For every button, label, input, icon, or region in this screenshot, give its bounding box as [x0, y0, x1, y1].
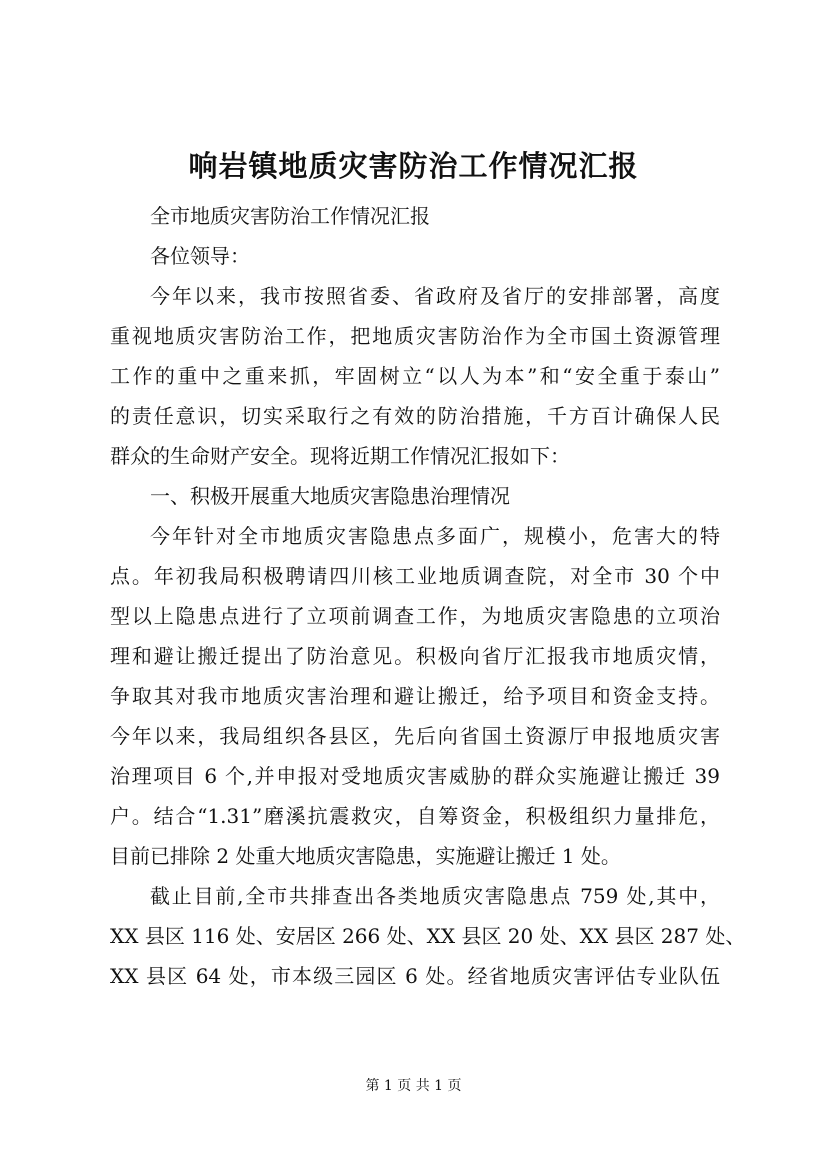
paragraph-line: 群众的生命财产安全。现将近期工作情况汇报如下：	[110, 444, 570, 468]
paragraph-line: XX 县区 64 处，市本级三园区 6 处。经省地质灾害评估专业队伍	[110, 964, 720, 988]
document-title: 响岩镇地质灾害防治工作情况汇报	[188, 149, 639, 183]
paragraph-line: 点。年初我局积极聘请四川核工业地质调查院，对全市 30 个中	[110, 564, 720, 588]
paragraph-line: 治理项目 6 个,并申报对受地质灾害威胁的群众实施避让搬迁 39	[110, 764, 720, 788]
paragraph-line: 争取其对我市地质灾害治理和避让搬迁，给予项目和资金支持。	[110, 684, 720, 708]
paragraph-line: 今年以来，我市按照省委、省政府及省厅的安排部署，高度	[150, 284, 720, 308]
subtitle-line: 全市地质灾害防治工作情况汇报	[150, 204, 430, 228]
paragraph-line: XX 县区 116 处、安居区 266 处、XX 县区 20 处、XX 县区 287 处、	[110, 924, 746, 948]
paragraph-line: 理和避让搬迁提出了防治意见。积极向省厅汇报我市地质灾情，	[110, 644, 720, 668]
paragraph-line: 工作的重中之重来抓，牢固树立“以人为本”和“安全重于泰山”	[110, 364, 720, 388]
paragraph-line: 今年以来，我局组织各县区，先后向省国土资源厅申报地质灾害	[110, 724, 720, 748]
page-footer: 第 1 页 共 1 页	[365, 1078, 462, 1094]
paragraph-line: 的责任意识，切实采取行之有效的防治措施，千方百计确保人民	[110, 404, 720, 428]
paragraph-line: 重视地质灾害防治工作，把地质灾害防治作为全市国土资源管理	[110, 324, 720, 348]
paragraph-line: 目前已排除 2 处重大地质灾害隐患，实施避让搬迁 1 处。	[110, 844, 621, 868]
document-body	[110, 196, 746, 996]
paragraph-line: 截止目前,全市共排查出各类地质灾害隐患点 759 处,其中，	[150, 884, 720, 908]
paragraph-line: 今年针对全市地质灾害隐患点多面广，规模小，危害大的特	[150, 524, 720, 548]
paragraph-line: 户。结合“1.31”磨溪抗震救灾，自筹资金，积极组织力量排危，	[110, 804, 720, 828]
salutation-line: 各位领导：	[150, 244, 250, 268]
section-heading: 一、积极开展重大地质灾害隐患治理情况	[150, 484, 510, 508]
paragraph-line: 型以上隐患点进行了立项前调查工作，为地质灾害隐患的立项治	[110, 604, 720, 628]
